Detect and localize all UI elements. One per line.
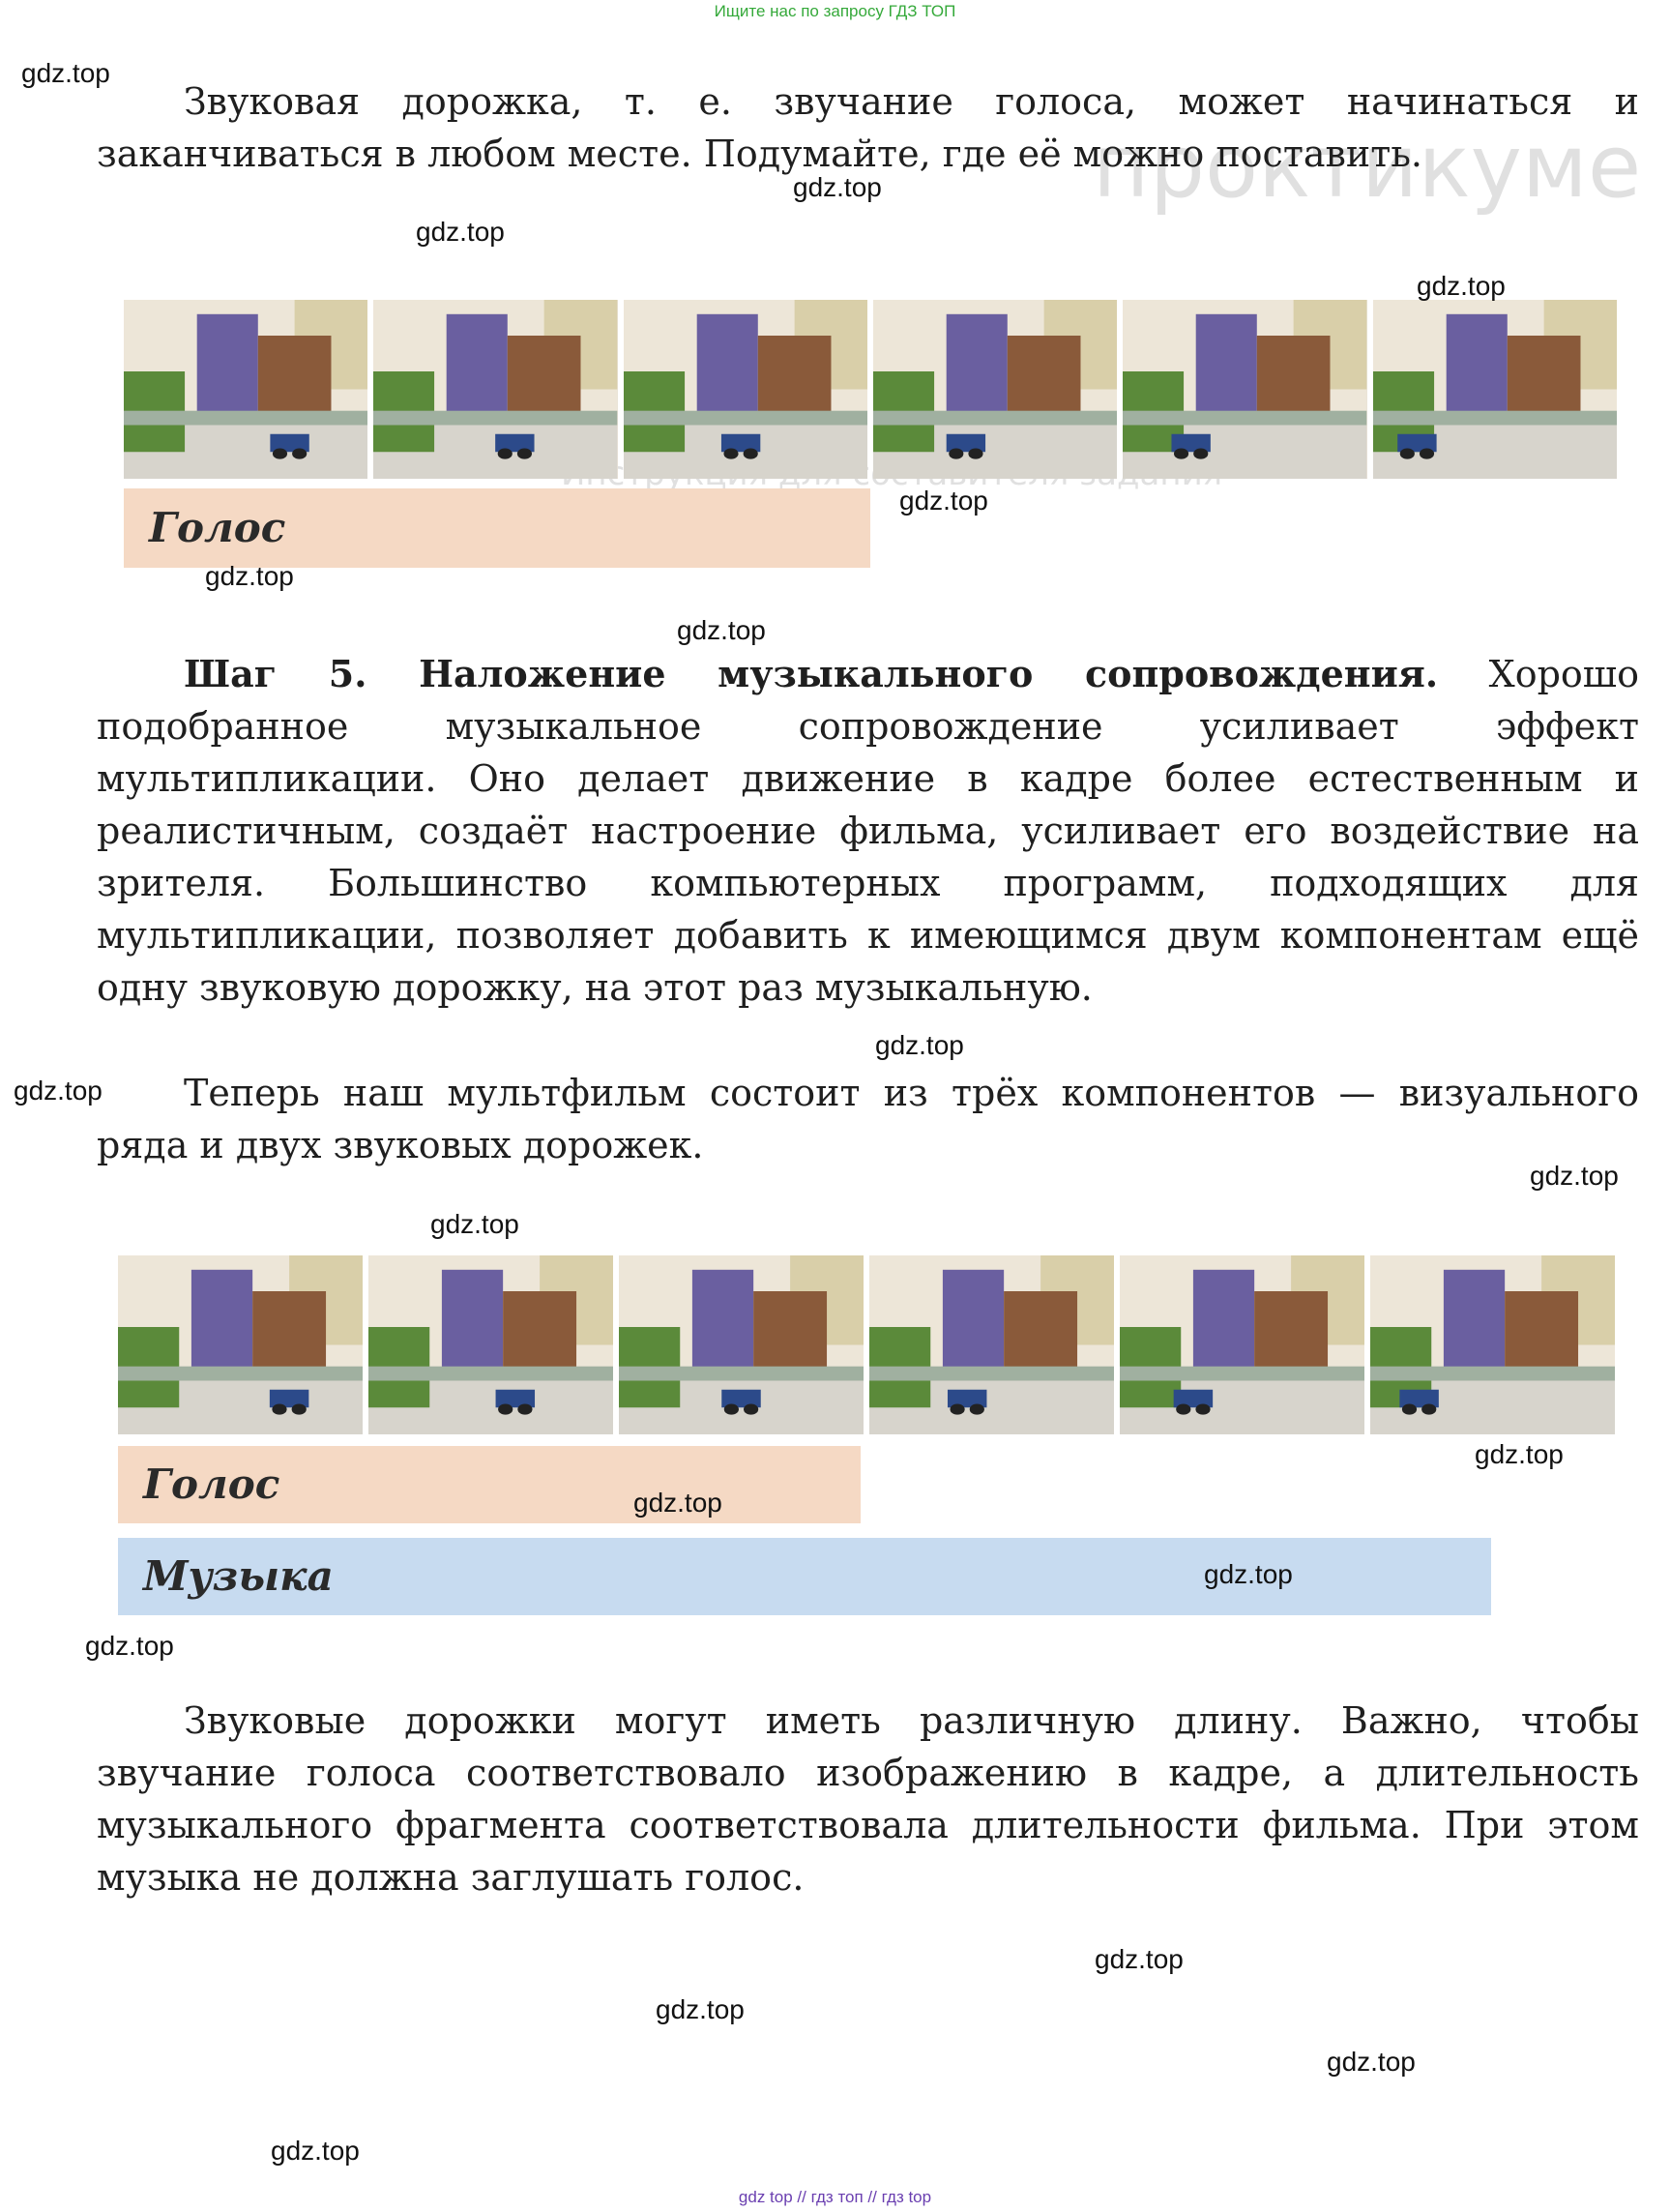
step5-text: Хорошо подобранное музыкальное сопровождение усиливает эффект мультипликации. Оно делает движение в кадре более естественным и реалистичным, создаёт настроение фильма, усиливает его воздействие на зрителя. Большинство компьютерных программ, подходящих для мультипликации, позволяет добавить к имеющимся двум компонентам ещё одну звуковую дорожку, на этот раз музыкальную. [97,653,1639,1009]
film-frame [1370,1255,1615,1434]
watermark: gdz.top [1530,1161,1619,1191]
film-frame [118,1255,363,1434]
voice-track-bar: Голос [124,488,870,568]
lego-scene-image [373,300,617,479]
lego-scene-image [869,1255,1114,1434]
lego-scene-image [624,300,867,479]
watermark: gdz.top [656,1994,745,2024]
lego-scene-image [1373,300,1617,479]
lego-scene-image [368,1255,613,1434]
watermark: gdz.top [205,561,294,591]
frame-strip-1 [124,300,1617,479]
film-frame [624,300,867,479]
step5-paragraph [97,648,1639,1014]
lego-scene-image [619,1255,864,1434]
watermark: gdz.top [677,615,766,645]
lego-scene-image [118,1255,363,1434]
watermark: gdz.top [14,1076,103,1106]
watermark: gdz.top [21,58,110,88]
watermark: gdz.top [430,1209,519,1239]
watermark: gdz.top [416,217,505,247]
watermark: gdz.top [899,486,988,516]
watermark: gdz.top [793,172,882,202]
film-frame [869,1255,1114,1434]
film-frame [1373,300,1617,479]
lego-scene-image [124,300,367,479]
watermark: gdz.top [1475,1439,1564,1469]
step5-heading: Шаг 5. Наложение музыкального сопровождения. [184,652,1439,695]
watermark: gdz.top [1327,2047,1416,2077]
film-frame [873,300,1117,479]
film-frame [373,300,617,479]
watermark: gdz.top [875,1030,964,1060]
footer-links[interactable]: gdz top // гдз топ // гдз top [738,2188,932,2206]
lego-scene-image [1370,1255,1615,1434]
paragraph-voice-track: Звуковая дорожка, т. е. звучание голоса, может начинаться и заканчиваться в любом месте. Подумайте, где её можно поставить. [97,80,1639,175]
lego-scene-image [1123,300,1366,479]
paragraph-track-length: Звуковые дорожки могут иметь различную длину. Важно, чтобы звучание голоса соответствовало изображению в кадре, а длительность музыкального фрагмента соответствовала длительности фильма. При этом музыка не должна заглушать голос. [97,1699,1639,1899]
watermark: gdz.top [1204,1559,1293,1589]
watermark: gdz.top [85,1631,174,1661]
music-track-bar: Музыка [118,1538,1491,1615]
film-frame [1120,1255,1364,1434]
frame-strip-2 [118,1255,1615,1434]
watermark: gdz.top [1095,1944,1184,1974]
watermark: gdz.top [1417,271,1506,301]
top-banner[interactable]: Ищите нас по запросу ГДЗ ТОП [714,2,956,20]
film-frame [368,1255,613,1434]
lego-scene-image [873,300,1117,479]
film-frame [619,1255,864,1434]
paragraph-three-components: Теперь наш мультфильм состоит из трёх компонентов — визуального ряда и двух звуковых дорожек. [97,1072,1639,1166]
film-frame [124,300,367,479]
show-through-ghost: проктикуме [1093,116,1642,218]
film-frame [1123,300,1366,479]
voice-track-bar: Голос [118,1446,861,1523]
watermark: gdz.top [633,1488,722,1518]
watermark: gdz.top [271,2136,360,2166]
lego-scene-image [1120,1255,1364,1434]
